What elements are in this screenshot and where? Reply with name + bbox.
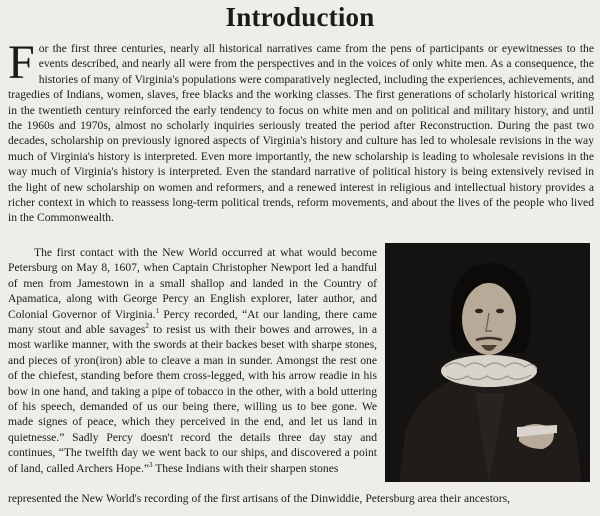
paragraph-first-contact [8,245,377,476]
paragraph-first-contact-text-d: These Indians with their sharpen stones [152,461,339,475]
paragraph-continuation: represented the New World's recording of the first artisans of the Dinwiddie, Petersburg area their ancestors, [8,492,510,505]
portrait-illustration [385,243,590,482]
paragraph-intro [8,36,594,226]
paragraph-intro-text: or the first three centuries, nearly all historical narratives came from the pens of participants or eyewitnesses to the events described, and nearly all were from the perspectives and in the voices of only white men. As a consequence, the histories of many of Virginia's populations were comparatively neglected, including the experiences, achievements, and tragedies of Indians, women, slaves, free blacks and the working classes. The first generations of scholarly historical writing in the twentieth century reinforced the early tendency to focus on white men and on political and military history, and until the 1960s and 1970s, almost no scholarly inquiries seriously treated the period after Reconstruction. During the past two decades, scholarship on previously ignored aspects of Virginia's history and culture has led to wholesale revisions in the way much of Virginia's history is interpreted. Even more importantly, the new scholarship is leading to wholesale revisions in the way much of Virginia's history is interpreted. Even the standard narrative of political history is being extensively revised in the light of new scholarship on women and reformers, and a renewed interest in religious and intellectual history provides a richer context in which to reassess long-term political trends, reform movements, and about the lives of the people who lived in the Commonwealth. [8,42,594,225]
drop-cap: F [8,36,35,89]
footnote-marker-1: 1 [155,306,160,315]
paragraph-first-contact-text-a: The first contact with the New World occurred at what would become Petersburg on May 8, 1607, when Captain Christopher Newport led a handful of men from Jamestown in a small shallop and landed in the Country of Apamatica, along with George Percy an English explorer, later author, and Colonial Governor of Virginia. [8,246,377,321]
page-title: Introduction [225,2,375,32]
portrait-image [385,243,590,482]
paragraph-first-contact-text-c: to resist us with their bowes and arrowes, in a most warlike manner, with the swords at their backes beset with sharpe stones, and pieces of yron(iron) able to cleave a man in sunder. Amongst the rest one of the chiefest, standing before them cross-legged, with his arrow readie in his bow in one hand, and taking a pipe of tobacco in the other, with a bold uttering of his speech, demanded of us our being there, willing us to bee gone. We made signes of peace, which they perceived in the end, and let us land in quietnesse.” Sadly Percy doesn't record the details three day stay and continues, “The twelfth day we went back to our ships, and discovered a point of land, called Archers Hope.” [8,323,377,475]
footnote-marker-3: 3 [149,460,153,469]
paragraph-first-contact-text-b: Percy recorded, “At our landing, there came many stout and able savages [8,307,377,337]
footnote-marker-2: 2 [145,322,149,331]
